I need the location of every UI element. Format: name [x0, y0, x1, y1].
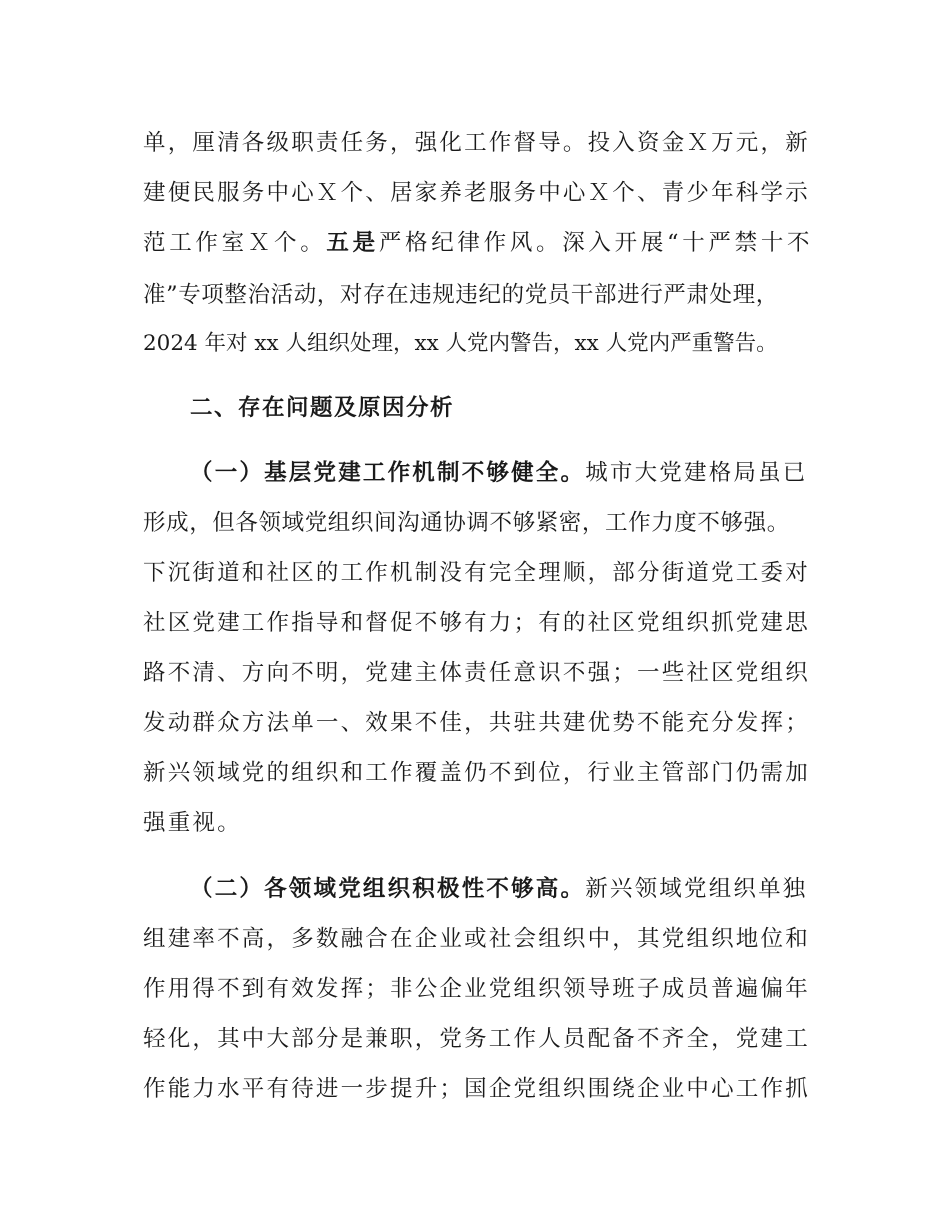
paragraph-text: 城市大党建格局虽已	[585, 460, 808, 486]
subsection-title: （一）基层党建工作机制不够健全。	[190, 460, 586, 486]
paragraph-text: 范工作室Ｘ个。	[143, 230, 327, 256]
paragraph-line: 作能力水平有待进一步提升；国企党组织围绕企业中心工作抓	[143, 1076, 810, 1102]
paragraph-line: 形成，但各领域党组织间沟通协调不够紧密，工作力度不够强。	[143, 510, 790, 536]
paragraph-line: 下沉街道和社区的工作机制没有完全理顺，部分街道党工委对	[143, 560, 810, 586]
paragraph-line: 建便民服务中心Ｘ个、居家养老服务中心Ｘ个、青少年科学示	[143, 180, 810, 206]
paragraph-line: 发动群众方法单一、效果不佳，共驻共建优势不能充分发挥；	[143, 710, 810, 736]
paragraph-line: 强重视。	[143, 810, 242, 836]
paragraph-line: 2024 年对 xx 人组织处理，xx 人党内警告，xx 人党内严重警告。	[143, 331, 778, 356]
paragraph-line: 路不清、方向不明，党建主体责任意识不强；一些社区党组织	[143, 660, 810, 686]
paragraph-text: 严格纪律作风。深入开展“十严禁十不	[378, 230, 814, 256]
paragraph-line: 轻化，其中大部分是兼职，党务工作人员配备不齐全，党建工	[143, 1026, 810, 1052]
emphasis-text: 五是	[326, 230, 379, 256]
paragraph-line	[190, 874, 808, 904]
paragraph-line	[190, 458, 808, 488]
paragraph-text: 新兴领域党组织单独	[585, 876, 808, 902]
paragraph-line	[143, 228, 813, 258]
paragraph-line: 单，厘清各级职责任务，强化工作督导。投入资金Ｘ万元，新	[143, 130, 810, 156]
paragraph-line: 新兴领域党的组织和工作覆盖仍不到位，行业主管部门仍需加	[143, 760, 810, 786]
section-heading: 二、存在问题及原因分析	[190, 395, 455, 421]
paragraph-line: 作用得不到有效发挥；非公企业党组织领导班子成员普遍偏年	[143, 976, 810, 1002]
paragraph-line: 准”专项整治活动，对存在违规违纪的党员干部进行严肃处理，	[143, 282, 779, 308]
paragraph-line: 组建率不高，多数融合在企业或社会组织中，其党组织地位和	[143, 926, 810, 952]
subsection-title: （二）各领域党组织积极性不够高。	[190, 876, 586, 902]
paragraph-line: 社区党建工作指导和督促不够有力；有的社区党组织抓党建思	[143, 610, 810, 636]
